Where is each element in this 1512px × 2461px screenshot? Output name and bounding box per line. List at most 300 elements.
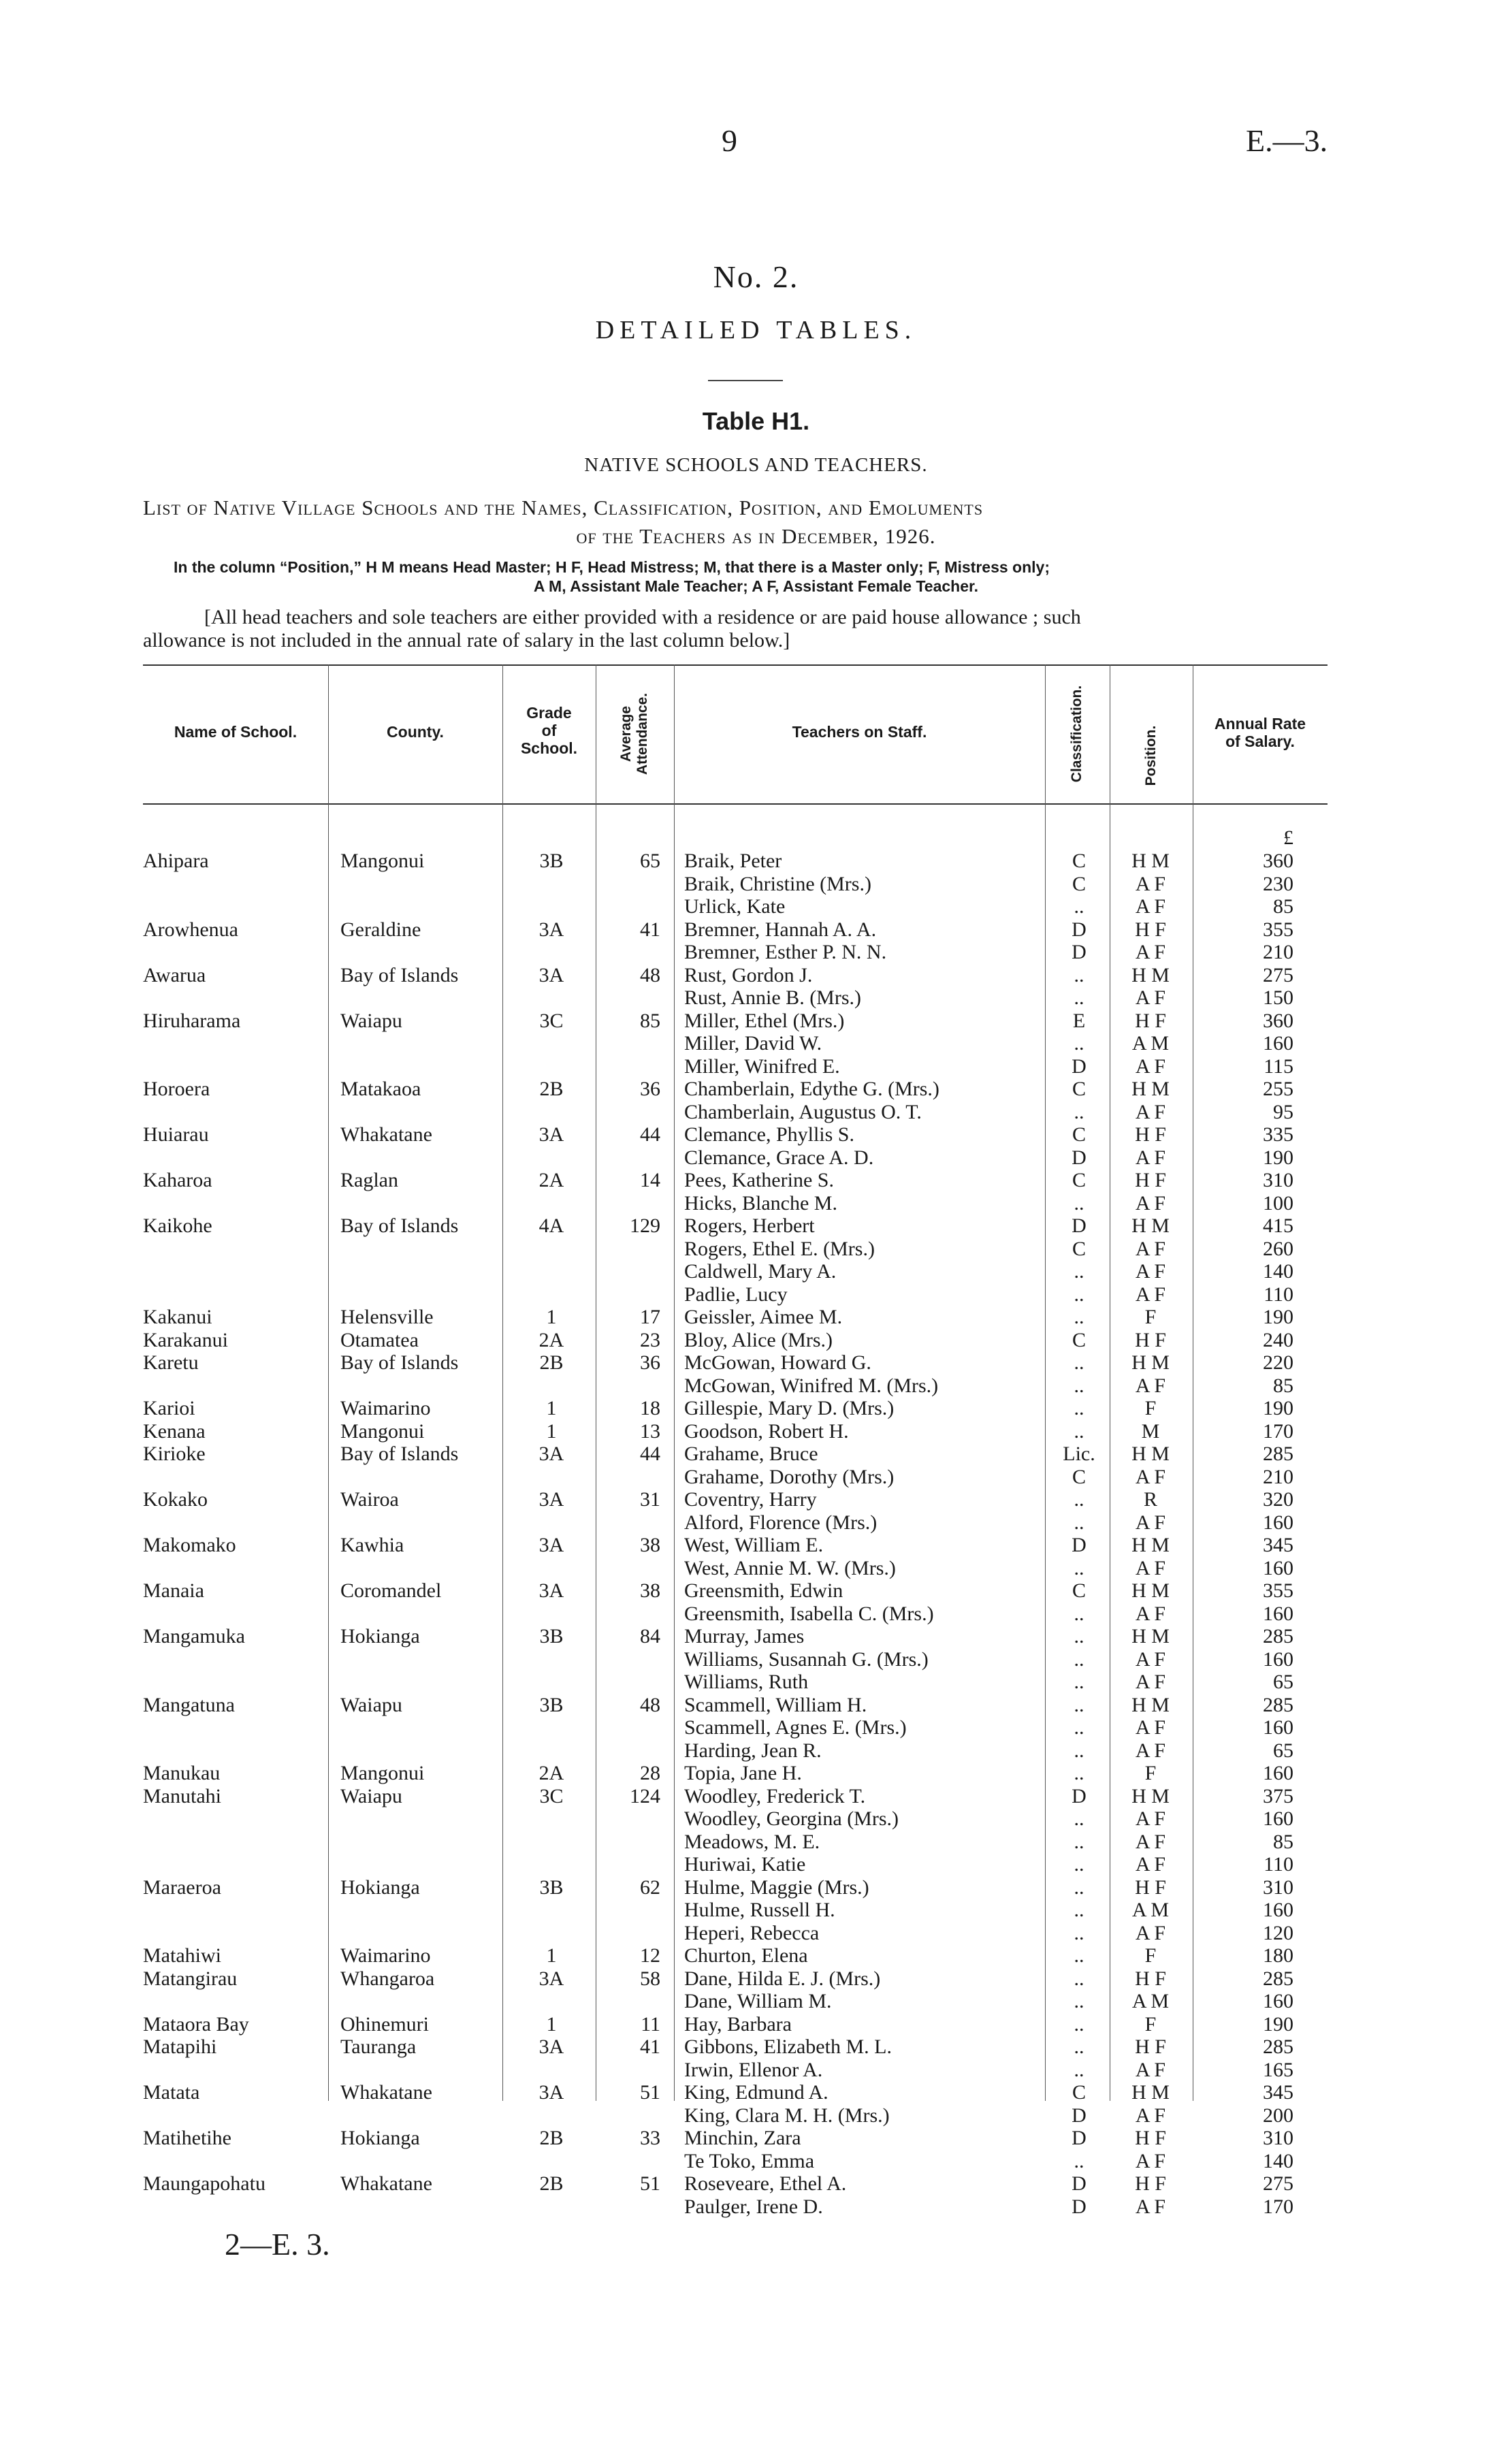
annual-salary: 210	[1263, 941, 1293, 963]
teacher-name: Urlick, Kate	[684, 895, 786, 918]
teacher-classification: ..	[1074, 1648, 1084, 1671]
average-attendance: 38	[640, 1534, 660, 1556]
school-name: Matata	[143, 2081, 200, 2104]
school-grade: 2B	[539, 1078, 564, 1100]
teacher-classification: ..	[1074, 1260, 1084, 1283]
header-grade	[502, 704, 596, 757]
teacher-position: A F	[1135, 1192, 1166, 1215]
teacher-name: Topia, Jane H.	[684, 1762, 802, 1784]
teacher-name: Williams, Ruth	[684, 1671, 809, 1693]
teacher-name: Scammell, William H.	[684, 1694, 867, 1716]
column-divider	[328, 664, 329, 2101]
teacher-name: McGowan, Howard G.	[684, 1351, 871, 1374]
school-grade: 1	[546, 1306, 557, 1328]
teacher-position: H M	[1131, 1215, 1170, 1237]
school-grade: 3A	[538, 1443, 564, 1465]
teacher-classification: ..	[1074, 1351, 1084, 1374]
teacher-name: Paulger, Irene D.	[684, 2195, 823, 2218]
average-attendance: 129	[630, 1215, 660, 1237]
teacher-name: Minchin, Zara	[684, 2127, 801, 2149]
average-attendance: 48	[640, 1694, 660, 1716]
teacher-position: A F	[1135, 1807, 1166, 1830]
annual-salary: 160	[1263, 1990, 1293, 2012]
teacher-name: Hay, Barbara	[684, 2013, 792, 2036]
teacher-position: H F	[1135, 1329, 1166, 1351]
average-attendance: 48	[640, 964, 660, 986]
teacher-name: Pees, Katherine S.	[684, 1169, 834, 1191]
teacher-position: A M	[1131, 1899, 1170, 1921]
school-grade: 2A	[538, 1329, 564, 1351]
annual-salary: 180	[1263, 1944, 1293, 1967]
annual-salary: 85	[1273, 895, 1293, 918]
annual-salary: 260	[1263, 1238, 1293, 1260]
county-name: Mangonui	[340, 850, 425, 872]
school-grade: 3A	[538, 1123, 564, 1146]
teacher-classification: ..	[1074, 1192, 1084, 1215]
county-name: Hokianga	[340, 2127, 420, 2149]
teacher-name: Murray, James	[684, 1625, 805, 1647]
teacher-classification: E	[1072, 1010, 1086, 1032]
school-name: Hiruharama	[143, 1010, 241, 1032]
annual-salary: 160	[1263, 1603, 1293, 1625]
teacher-position: F	[1144, 1944, 1157, 1967]
teacher-position: H M	[1131, 1625, 1170, 1647]
teacher-name: Bremner, Hannah A. A.	[684, 918, 877, 941]
school-name: Kakanui	[143, 1306, 212, 1328]
county-name: Waiapu	[340, 1694, 402, 1716]
school-grade: 3C	[539, 1785, 564, 1807]
county-name: Kawhia	[340, 1534, 404, 1556]
annual-salary: 285	[1263, 1625, 1293, 1647]
annual-salary: 335	[1263, 1123, 1293, 1146]
annual-salary: 360	[1263, 1010, 1293, 1032]
school-grade: 3A	[538, 2036, 564, 2058]
teacher-classification: C	[1072, 1579, 1086, 1602]
annual-salary: 160	[1263, 1032, 1293, 1055]
teacher-position: A F	[1135, 1238, 1166, 1260]
annual-salary: 115	[1264, 1055, 1293, 1078]
county-name: Wairoa	[340, 1488, 399, 1511]
school-grade: 3B	[539, 850, 564, 872]
teacher-position: A F	[1135, 1511, 1166, 1534]
salary-currency: £	[1283, 826, 1293, 849]
column-divider	[1045, 664, 1046, 2101]
annual-salary: 65	[1273, 1739, 1293, 1762]
annual-salary: 110	[1264, 1853, 1293, 1876]
county-name: Raglan	[340, 1169, 398, 1191]
average-attendance: 36	[640, 1351, 660, 1374]
school-name: Karetu	[143, 1351, 199, 1374]
header-classification-text: Classification.	[1069, 685, 1084, 783]
teacher-name: Padlie, Lucy	[684, 1283, 788, 1306]
page-number: 9	[722, 123, 737, 158]
teacher-position: A F	[1135, 941, 1166, 963]
table-name: Table H1.	[702, 407, 810, 435]
teacher-classification: C	[1072, 1169, 1086, 1191]
teacher-position: A F	[1135, 1055, 1166, 1078]
school-name: Kaikohe	[143, 1215, 212, 1237]
teacher-name: Rogers, Herbert	[684, 1215, 815, 1237]
teacher-name: Grahame, Dorothy (Mrs.)	[684, 1466, 895, 1488]
teacher-name: Braik, Christine (Mrs.)	[684, 873, 871, 895]
average-attendance: 33	[640, 2127, 660, 2149]
school-name: Awarua	[143, 964, 206, 986]
teacher-position: A F	[1135, 2150, 1166, 2172]
annual-salary: 95	[1273, 1101, 1293, 1123]
school-name: Manutahi	[143, 1785, 221, 1807]
annual-salary: 190	[1263, 1306, 1293, 1328]
county-name: Waimarino	[340, 1944, 431, 1967]
teacher-classification: D	[1072, 1215, 1087, 1237]
school-grade: 3A	[538, 1967, 564, 1990]
school-grade: 3C	[539, 1010, 564, 1032]
teacher-classification: ..	[1074, 1853, 1084, 1876]
section-number: No. 2.	[713, 259, 799, 294]
county-name: Waiapu	[340, 1785, 402, 1807]
teacher-classification: D	[1072, 1055, 1087, 1078]
county-name: Waiapu	[340, 1010, 402, 1032]
teacher-position: H F	[1135, 2036, 1166, 2058]
annual-salary: 320	[1263, 1488, 1293, 1511]
teacher-position: A F	[1135, 1853, 1166, 1876]
county-name: Helensville	[340, 1306, 434, 1328]
annual-salary: 150	[1263, 986, 1293, 1009]
annual-salary: 360	[1263, 850, 1293, 872]
teacher-position: H F	[1135, 1967, 1166, 1990]
allowance-note-line-2: allowance is not included in the annual rate of salary in the last column below.]	[143, 629, 790, 652]
school-grade: 3B	[539, 1876, 564, 1899]
teacher-position: F	[1144, 1306, 1157, 1328]
school-name: Maraeroa	[143, 1876, 221, 1899]
school-grade: 3A	[538, 1488, 564, 1511]
teacher-name: Chamberlain, Augustus O. T.	[684, 1101, 922, 1123]
teacher-position: H F	[1135, 1123, 1166, 1146]
annual-salary: 190	[1263, 1397, 1293, 1419]
teacher-position: A F	[1135, 1374, 1166, 1397]
table-top-rule	[143, 664, 1328, 666]
county-name: Tauranga	[340, 2036, 417, 2058]
annual-salary: 285	[1263, 1443, 1293, 1465]
annual-salary: 355	[1263, 1579, 1293, 1602]
teacher-name: Rust, Annie B. (Mrs.)	[684, 986, 862, 1009]
county-name: Geraldine	[340, 918, 421, 941]
school-grade: 2B	[539, 2127, 564, 2149]
teacher-position: H F	[1135, 1010, 1166, 1032]
header-grade-line: of	[541, 722, 557, 739]
school-name: Mangatuna	[143, 1694, 235, 1716]
teacher-classification: D	[1072, 918, 1087, 941]
annual-salary: 355	[1263, 918, 1293, 941]
teacher-name: Braik, Peter	[684, 850, 782, 872]
list-title-line-2: of the Teachers as in December, 1926.	[576, 524, 936, 548]
teacher-name: Rust, Gordon J.	[684, 964, 813, 986]
teacher-position: R	[1143, 1488, 1157, 1511]
column-divider	[674, 664, 675, 2101]
teacher-classification: ..	[1074, 1374, 1084, 1397]
teacher-classification: ..	[1074, 1603, 1084, 1625]
annual-salary: 140	[1263, 2150, 1293, 2172]
teacher-classification: C	[1072, 2081, 1086, 2104]
teacher-position: A F	[1135, 1831, 1166, 1853]
teacher-classification: ..	[1074, 1762, 1084, 1784]
teacher-name: Coventry, Harry	[684, 1488, 817, 1511]
annual-salary: 310	[1263, 1876, 1293, 1899]
average-attendance: 31	[640, 1488, 660, 1511]
header-school: Name of School.	[174, 723, 297, 741]
teacher-position: H M	[1131, 1694, 1170, 1716]
teacher-classification: D	[1072, 2172, 1087, 2195]
teacher-position: A F	[1135, 986, 1166, 1009]
teacher-name: West, William E.	[684, 1534, 824, 1556]
county-name: Waimarino	[340, 1397, 431, 1419]
annual-salary: 170	[1263, 1420, 1293, 1443]
annual-salary: 160	[1263, 1557, 1293, 1579]
teacher-classification: D	[1072, 1785, 1087, 1807]
average-attendance: 14	[640, 1169, 660, 1191]
teacher-classification: ..	[1074, 1922, 1084, 1944]
teacher-name: Goodson, Robert H.	[684, 1420, 849, 1443]
teacher-name: Greensmith, Isabella C. (Mrs.)	[684, 1603, 934, 1625]
teacher-classification: ..	[1074, 1101, 1084, 1123]
teacher-classification: ..	[1074, 2059, 1084, 2081]
teacher-classification: ..	[1074, 1511, 1084, 1534]
school-grade: 2A	[538, 1762, 564, 1784]
teacher-position: A F	[1135, 1466, 1166, 1488]
teacher-name: Alford, Florence (Mrs.)	[684, 1511, 878, 1534]
teacher-classification: D	[1072, 2195, 1087, 2218]
annual-salary: 275	[1263, 964, 1293, 986]
county-name: Ohinemuri	[340, 2013, 429, 2036]
teacher-position: A F	[1135, 2104, 1166, 2127]
annual-salary: 345	[1263, 1534, 1293, 1556]
teacher-position: A F	[1135, 1739, 1166, 1762]
school-name: Horoera	[143, 1078, 210, 1100]
school-grade: 1	[546, 1420, 557, 1443]
average-attendance: 12	[640, 1944, 660, 1967]
annual-salary: 165	[1263, 2059, 1293, 2081]
teacher-position: H F	[1135, 1169, 1166, 1191]
school-grade: 3A	[538, 1534, 564, 1556]
county-name: Hokianga	[340, 1625, 420, 1647]
teacher-position: H M	[1131, 1534, 1170, 1556]
teacher-name: Clemance, Phyllis S.	[684, 1123, 854, 1146]
teacher-name: King, Edmund A.	[684, 2081, 829, 2104]
teacher-name: Churton, Elena	[684, 1944, 808, 1967]
school-name: Kokako	[143, 1488, 208, 1511]
teacher-classification: ..	[1074, 2036, 1084, 2058]
teacher-name: Meadows, M. E.	[684, 1831, 820, 1853]
school-name: Mataora Bay	[143, 2013, 249, 2036]
school-grade: 2B	[539, 1351, 564, 1374]
average-attendance: 23	[640, 1329, 660, 1351]
teacher-classification: ..	[1074, 964, 1084, 986]
header-salary-line: Annual Rate	[1214, 715, 1306, 733]
teacher-position: A F	[1135, 1146, 1166, 1169]
teacher-name: Clemance, Grace A. D.	[684, 1146, 874, 1169]
average-attendance: 85	[640, 1010, 660, 1032]
annual-salary: 415	[1263, 1215, 1293, 1237]
annual-salary: 220	[1263, 1351, 1293, 1374]
teacher-position: H M	[1131, 1443, 1170, 1465]
teacher-name: Scammell, Agnes E. (Mrs.)	[684, 1716, 907, 1739]
annual-salary: 240	[1263, 1329, 1293, 1351]
header-teachers: Teachers on Staff.	[792, 723, 927, 741]
teacher-position: M	[1141, 1420, 1160, 1443]
school-name: Kirioke	[143, 1443, 206, 1465]
teacher-position: A F	[1135, 873, 1166, 895]
teacher-classification: C	[1072, 873, 1086, 895]
annual-salary: 140	[1263, 1260, 1293, 1283]
document-reference: E.—3.	[1246, 123, 1328, 158]
school-name: Manukau	[143, 1762, 221, 1784]
teacher-classification: ..	[1074, 1831, 1084, 1853]
position-legend-line-2: A M, Assistant Male Teacher; A F, Assistant Female Teacher.	[533, 577, 979, 595]
teacher-classification: ..	[1074, 1807, 1084, 1830]
teacher-classification: ..	[1074, 1876, 1084, 1899]
teacher-position: A F	[1135, 1922, 1166, 1944]
annual-salary: 110	[1264, 1283, 1293, 1306]
average-attendance: 124	[630, 1785, 660, 1807]
school-grade: 4A	[538, 1215, 564, 1237]
annual-salary: 230	[1263, 873, 1293, 895]
school-name: Huiarau	[143, 1123, 209, 1146]
county-name: Bay of Islands	[340, 1215, 459, 1237]
school-grade: 1	[546, 1397, 557, 1419]
county-name: Otamatea	[340, 1329, 419, 1351]
teacher-classification: D	[1072, 2127, 1087, 2149]
teacher-position: H F	[1135, 2127, 1166, 2149]
teacher-classification: ..	[1074, 1625, 1084, 1647]
position-legend-line-1: In the column “Position,” H M means Head Master; H F, Head Mistress; M, that there is a Master only; F, Mistress only;	[174, 558, 1050, 576]
teacher-position: H M	[1131, 2081, 1170, 2104]
school-grade: 3A	[538, 918, 564, 941]
annual-salary: 285	[1263, 1967, 1293, 1990]
county-name: Whakatane	[340, 1123, 432, 1146]
teacher-position: H M	[1131, 1785, 1170, 1807]
teacher-name: Dane, William M.	[684, 1990, 832, 2012]
average-attendance: 62	[640, 1876, 660, 1899]
school-name: Manaia	[143, 1579, 204, 1602]
teacher-classification: C	[1072, 1123, 1086, 1146]
teacher-position: H M	[1131, 1351, 1170, 1374]
teacher-position: A F	[1135, 1101, 1166, 1123]
school-name: Makomako	[143, 1534, 236, 1556]
teacher-name: Hicks, Blanche M.	[684, 1192, 837, 1215]
teacher-classification: C	[1072, 1466, 1086, 1488]
teacher-name: Harding, Jean R.	[684, 1739, 822, 1762]
teacher-classification: C	[1072, 1329, 1086, 1351]
title-divider	[708, 380, 783, 381]
header-position-text: Position.	[1143, 725, 1159, 786]
annual-salary: 85	[1273, 1374, 1293, 1397]
teacher-name: Roseveare, Ethel A.	[684, 2172, 847, 2195]
teacher-classification: Lic.	[1063, 1443, 1095, 1465]
header-salary	[1193, 715, 1328, 750]
teacher-name: Gibbons, Elizabeth M. L.	[684, 2036, 892, 2058]
average-attendance: 28	[640, 1762, 660, 1784]
school-name: Matahiwi	[143, 1944, 221, 1967]
teacher-name: McGowan, Winifred M. (Mrs.)	[684, 1374, 939, 1397]
teacher-classification: ..	[1074, 1488, 1084, 1511]
teacher-classification: C	[1072, 850, 1086, 872]
school-grade: 1	[546, 2013, 557, 2036]
teacher-name: Miller, Ethel (Mrs.)	[684, 1010, 845, 1032]
teacher-name: Caldwell, Mary A.	[684, 1260, 837, 1283]
annual-salary: 210	[1263, 1466, 1293, 1488]
teacher-classification: ..	[1074, 1944, 1084, 1967]
teacher-position: H F	[1135, 2172, 1166, 2195]
teacher-name: Hulme, Russell H.	[684, 1899, 835, 1921]
average-attendance: 38	[640, 1579, 660, 1602]
school-name: Kenana	[143, 1420, 206, 1443]
average-attendance: 51	[640, 2172, 660, 2195]
school-name: Arowhenua	[143, 918, 238, 941]
header-county: County.	[387, 723, 444, 741]
average-attendance: 58	[640, 1967, 660, 1990]
teacher-classification: ..	[1074, 986, 1084, 1009]
county-name: Hokianga	[340, 1876, 420, 1899]
school-grade: 3A	[538, 2081, 564, 2104]
county-name: Matakaoa	[340, 1078, 421, 1100]
column-divider	[502, 664, 503, 2101]
county-name: Bay of Islands	[340, 1351, 459, 1374]
annual-salary: 85	[1273, 1831, 1293, 1853]
teacher-classification: D	[1072, 941, 1087, 963]
annual-salary: 275	[1263, 2172, 1293, 2195]
annual-salary: 160	[1263, 1807, 1293, 1830]
teacher-position: H M	[1131, 850, 1170, 872]
school-grade: 1	[546, 1944, 557, 1967]
teacher-name: King, Clara M. H. (Mrs.)	[684, 2104, 890, 2127]
county-name: Whangaroa	[340, 1967, 435, 1990]
annual-salary: 65	[1273, 1671, 1293, 1693]
teacher-name: Woodley, Frederick T.	[684, 1785, 866, 1807]
header-attendance-line: Attendance.	[634, 692, 650, 775]
teacher-position: H M	[1131, 1579, 1170, 1602]
school-grade: 3B	[539, 1625, 564, 1647]
teacher-name: Woodley, Georgina (Mrs.)	[684, 1807, 899, 1830]
teacher-position: H M	[1131, 964, 1170, 986]
school-grade: 2A	[538, 1169, 564, 1191]
teacher-name: Miller, David W.	[684, 1032, 822, 1055]
county-name: Mangonui	[340, 1420, 425, 1443]
teacher-classification: ..	[1074, 1557, 1084, 1579]
county-name: Bay of Islands	[340, 964, 459, 986]
teacher-name: Greensmith, Edwin	[684, 1579, 843, 1602]
teacher-position: H F	[1135, 1876, 1166, 1899]
teacher-classification: D	[1072, 1534, 1087, 1556]
header-grade-line: School.	[520, 739, 578, 757]
teacher-name: Bloy, Alice (Mrs.)	[684, 1329, 833, 1351]
teacher-name: Te Toko, Emma	[684, 2150, 815, 2172]
page-footer: 2—E. 3.	[225, 2227, 330, 2262]
annual-salary: 160	[1263, 1899, 1293, 1921]
county-name: Coromandel	[340, 1579, 442, 1602]
average-attendance: 13	[640, 1420, 660, 1443]
annual-salary: 310	[1263, 2127, 1293, 2149]
school-grade: 3A	[538, 1579, 564, 1602]
average-attendance: 41	[640, 2036, 660, 2058]
teacher-position: A F	[1135, 2059, 1166, 2081]
annual-salary: 160	[1263, 1511, 1293, 1534]
school-name: Maungapohatu	[143, 2172, 266, 2195]
average-attendance: 44	[640, 1123, 660, 1146]
header-position	[1143, 725, 1212, 786]
teacher-classification: ..	[1074, 1739, 1084, 1762]
school-name: Karakanui	[143, 1329, 228, 1351]
teacher-name: West, Annie M. W. (Mrs.)	[684, 1557, 896, 1579]
annual-salary: 375	[1263, 1785, 1293, 1807]
